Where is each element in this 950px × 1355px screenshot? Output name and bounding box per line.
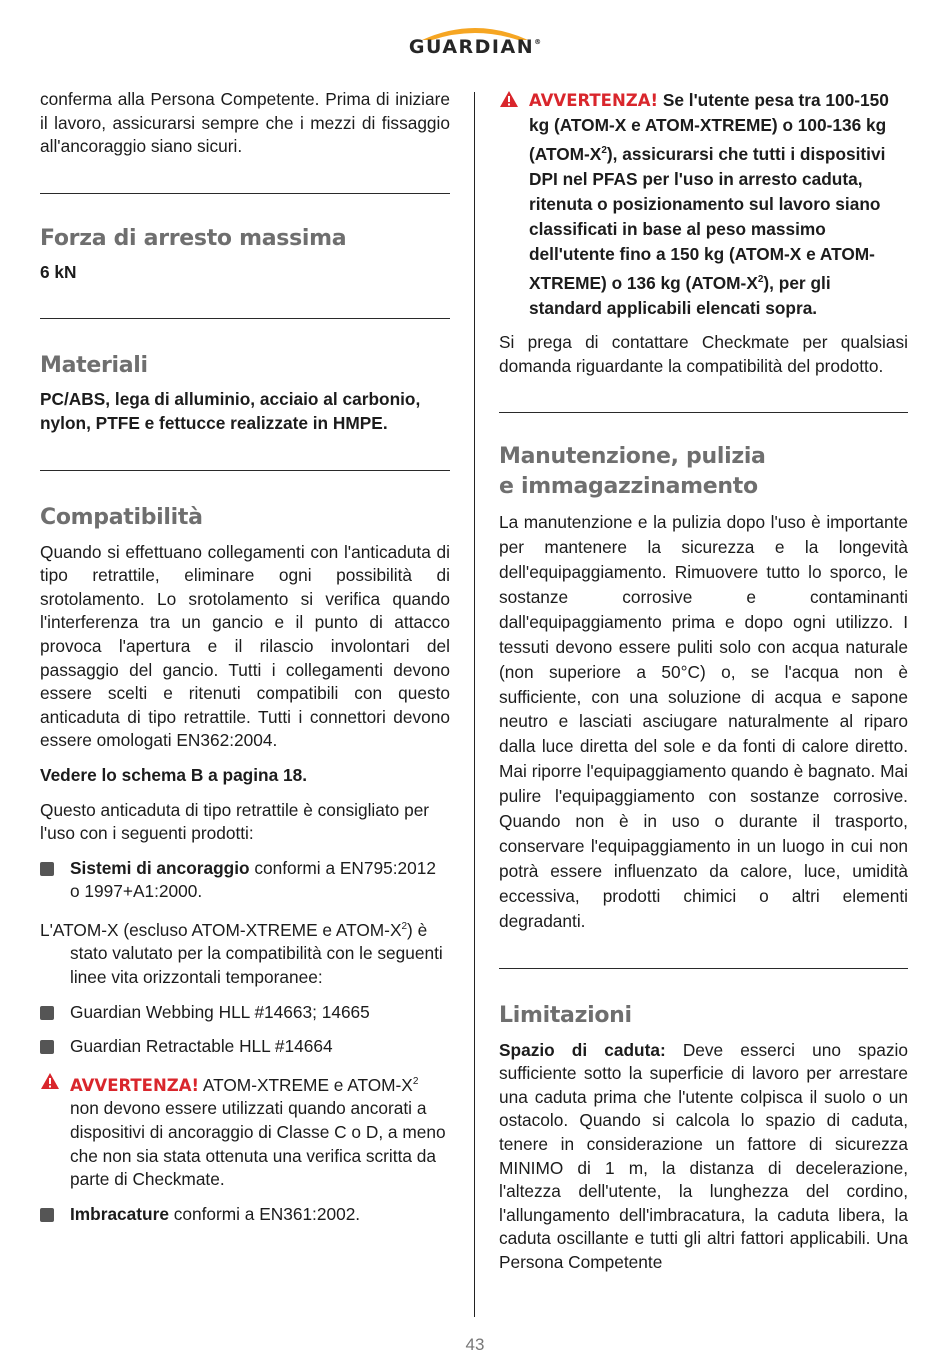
list-item: Sistemi di ancoraggio conformi a EN795:2012 o 1997+A1:2000.: [40, 857, 450, 904]
section-divider: [40, 193, 450, 194]
warning-note: AVVERTENZA! ATOM-XTREME e ATOM-$X^2$ non devono essere utilizzati quando ancorati a dispositivi di ancoraggio di Classe C o D, a meno che non sia stata ottenuta una verifica scritta da parte di Checkmate.: [40, 1070, 450, 1192]
atomx-compat-text: L'ATOM-X (escluso ATOM-XTREME e ATOM-$X^2$) è stato valutato per la compatibilità con le seguenti linee vita orizzontali temporanee:: [40, 919, 443, 988]
bullet-square-icon: [40, 1040, 54, 1054]
contact-text: Si prega di contattare Checkmate per qualsiasi domanda riguardante la compatibilità del prodotto.: [499, 332, 908, 376]
warning-triangle-icon: [499, 90, 519, 108]
limitations-text: Spazio di caduta: Deve esserci uno spazio sufficiente sotto la superficie di lavoro per arrestare una caduta prima che l'utente colpisca il suolo o un ostacolo. Quando si calcola lo spazio di caduta, tenere in considerazione un fattore di sicurezza MINIMO di 1 m, la distanza di decelerazione, l'altezza dell'utente, la lunghezza del cordino, l'allungamento dell'imbracatura, la caduta libera, la caduta oscillante e tutti gli altri fattori applicabili. Una Persona Competente: [499, 1039, 908, 1272]
left-column: [40, 88, 450, 1226]
page-number: 43: [465, 1335, 485, 1354]
bullet-square-icon: [40, 1208, 54, 1222]
warning-triangle-icon: [40, 1072, 60, 1090]
section-divider: [40, 318, 450, 319]
materials-heading: Materiali: [40, 353, 148, 379]
list-item: Guardian Webbing HLL #14663; 14665: [40, 1001, 450, 1025]
compatibility-heading: Compatibilità: [40, 504, 203, 530]
recommended-text: Questo anticaduta di tipo retrattile è consigliato per l'uso con i seguenti prodotti:: [40, 799, 430, 844]
maintenance-text: La manutenzione e la pulizia dopo l'uso è importante per mantenere la sicurezza e la longevità dell'equipaggiamento. Rimuovere tutto lo sporco, le sostanze corrosive e contaminanti dall'equipaggiamento prima e dopo ogni utilizzo. I tessuti devono essere puliti solo con acqua naturale (non superiore a 50°C) o, se l'acqua non è sufficiente, con una soluzione di acqua e sapone neutro e lasciati asciugare naturalmente al riparo dalla luce diretta del sole e da fonti di calore diretto. Mai riporre l'equipaggiamento quando è bagnato. Mai pulire l'equipaggiamento con sostanze corrosive. Quando non è in uso o durante il trasporto, conservare l'equipaggiamento in un luogo in cui non potrà essere influenzato da calore, luce, umidità eccessiva, prodotti chimici o altri elementi degradanti.: [499, 512, 908, 931]
force-heading: Forza di arresto massima: [40, 225, 347, 251]
compatibility-text: Quando si effettuano collegamenti con l'anticaduta di tipo retrattile, eliminare ogni possibilità di srotolamento. Lo srotolamento si verifica quando l'interferenza tra un gancio e il punto di attacco provoca l'apertura e il rilascio involontari del passaggio del gancio. Tutti i collegamenti devono essere scelti e ritenuti compatibili con questo anticaduta di tipo retrattile. Tutti i connettori devono essere omologati EN362:2004.: [40, 541, 450, 751]
maintenance-heading: Manutenzione, pulizia e immagazzinamento: [499, 444, 766, 500]
section-divider: [40, 470, 450, 471]
section-divider: [499, 412, 908, 413]
materials-text: PC/ABS, lega di alluminio, acciaio al carbonio, nylon, PTFE e fettucce realizzate in HMPE.: [40, 389, 421, 433]
column-divider: [474, 92, 475, 1317]
intro-paragraph: conferma alla Persona Competente. Prima di iniziare il lavoro, assicurarsi sempre che i mezzi di fissaggio all'ancoraggio siano sicuri.: [40, 89, 450, 157]
bullet-square-icon: [40, 1006, 54, 1020]
guardian-logo: [0, 22, 950, 58]
list-item: Imbracature conformi a EN361:2002.: [40, 1203, 450, 1227]
weight-warning: AVVERTENZA! Se l'utente pesa tra 100-150 kg (ATOM-X e ATOM-XTREME) o 100-136 kg $(ATOM-X^2)$, assicurarsi che tutti i dispositivi DPI nel PFAS per l'uso in arresto caduta, ritenuta o posizionamento sul lavoro siano classificati in base al peso massimo dell'utente fino a 150 kg (ATOM-X e ATOM-XTREME) o 136 kg $(ATOM-X^2)$, per gli standard applicabili elencati sopra.: [499, 88, 908, 321]
limitations-heading: Limitazioni: [499, 1002, 632, 1028]
section-divider: [499, 968, 908, 969]
bullet-square-icon: [40, 862, 54, 876]
force-value: 6 kN: [40, 261, 77, 282]
logo-text: GUARDIAN®: [408, 36, 542, 58]
list-item: Guardian Retractable HLL #14664: [40, 1035, 450, 1059]
right-column: [499, 88, 908, 1275]
schema-reference: Vedere lo schema B a pagina 18.: [40, 764, 308, 785]
